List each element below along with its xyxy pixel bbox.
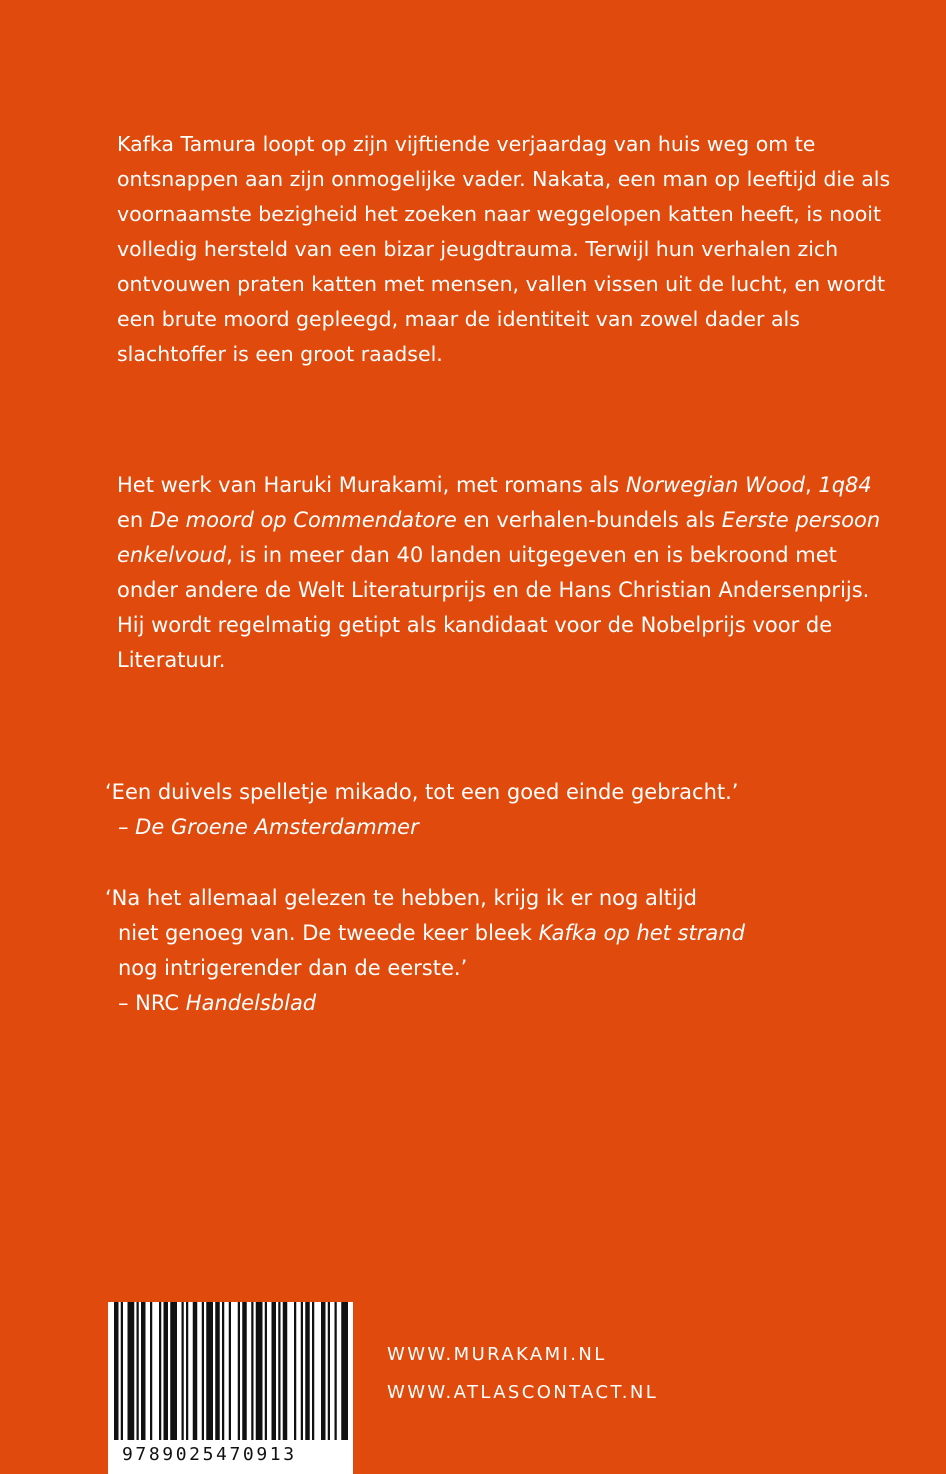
barcode-bar — [141, 1302, 146, 1440]
barcode-bar — [312, 1302, 314, 1440]
barcode-bar — [215, 1302, 220, 1440]
author-bio-text: Het werk van Haruki Murakami, met romans als — [117, 473, 626, 497]
barcode-bar — [193, 1302, 198, 1440]
barcode-bar — [265, 1302, 267, 1440]
barcode-bar — [278, 1302, 280, 1440]
barcode-bar — [121, 1302, 123, 1440]
barcode-bar — [150, 1302, 152, 1440]
barcode-bar — [170, 1302, 177, 1440]
quote-text-line: nog intrigerender dan de eerste.’ — [118, 956, 468, 980]
barcode-bar — [256, 1302, 263, 1440]
barcode-bar — [206, 1302, 213, 1440]
barcode-bar — [335, 1302, 337, 1440]
review-quote-nrc — [105, 881, 905, 1021]
author-bio-text: , is in meer dan 40 landen uitgegeven en is bekroond met onder andere de Welt Literaturprijs en de Hans Christian Andersenprijs. Hij wordt regelmatig getipt als kandidaat voor de Nobelprijs voor de Literatuur. — [117, 543, 870, 672]
barcode-bar — [272, 1302, 277, 1440]
barcode-bar — [114, 1302, 119, 1440]
book-title-commendatore: De moord op Commendatore — [149, 508, 457, 532]
barcode — [108, 1302, 353, 1474]
barcode-bar — [283, 1302, 288, 1440]
book-title-eerste-persoon: Eerste persoon enkelvoud — [117, 508, 881, 567]
barcode-bars — [114, 1302, 349, 1440]
book-title-kafka: Kafka op het strand — [538, 921, 745, 945]
barcode-bar — [328, 1302, 330, 1440]
barcode-bar — [164, 1302, 169, 1440]
quote-text: ‘Een duivels spelletje mikado, tot een goed einde gebracht.’ — [105, 780, 739, 804]
quote-text-line — [105, 916, 905, 951]
book-title-norwegian-wood: Norwegian Wood — [625, 473, 805, 497]
murakami-website-link[interactable]: WWW.MURAKAMI.NL — [387, 1344, 607, 1365]
barcode-bar — [229, 1302, 231, 1440]
barcode-bar — [321, 1302, 326, 1440]
quote-source: – De Groene Amsterdammer — [118, 815, 419, 839]
barcode-bar — [186, 1302, 188, 1440]
author-bio-paragraph — [117, 468, 897, 678]
isbn-number: 9789025470913 — [122, 1444, 297, 1465]
barcode-bar — [128, 1302, 135, 1440]
author-bio-separator: , — [804, 473, 819, 497]
barcode-bar — [294, 1302, 296, 1440]
synopsis-paragraph: Kafka Tamura loopt op zijn vijftiende verjaardag van huis weg om te ontsnappen aan zijn onmogelijke vader. Nakata, een man op leeftijd die als voornaamste bezigheid het zoeken naar weggelopen katten heeft, is nooit volledig hersteld van een bizar jeugdtrauma. Terwijl hun verhalen zich ontvouwen praten katten met mensen, vallen vissen uit de lucht, en wordt een brute moord gepleegd, maar de identiteit van zowel dader als slachtoffer is een groot raadsel. — [117, 132, 891, 366]
author-bio-text: en verhalen-bundels als — [456, 508, 722, 532]
source-prefix: – NRC — [118, 991, 186, 1015]
barcode-bar — [341, 1302, 348, 1440]
barcode-bar — [182, 1302, 184, 1440]
quote-text-fragment: niet genoeg van. De tweede keer bleek — [118, 921, 539, 945]
barcode-bar — [242, 1302, 247, 1440]
barcode-bar — [222, 1302, 224, 1440]
barcode-bar — [301, 1302, 303, 1440]
review-quote-groene — [105, 775, 905, 845]
source-name: Handelsblad — [185, 991, 317, 1015]
barcode-bar — [137, 1302, 139, 1440]
barcode-bar — [251, 1302, 253, 1440]
barcode-bar — [305, 1302, 310, 1440]
atlascontact-website-link[interactable]: WWW.ATLASCONTACT.NL — [387, 1382, 659, 1403]
quote-text-line: ‘Na het allemaal gelezen te hebben, krijg ik er nog altijd — [105, 886, 697, 910]
barcode-bar — [202, 1302, 204, 1440]
author-bio-text: en — [117, 508, 150, 532]
barcode-bar — [238, 1302, 240, 1440]
barcode-bar — [159, 1302, 161, 1440]
book-title-1q84: 1q84 — [818, 473, 872, 497]
quote-source — [105, 986, 905, 1021]
